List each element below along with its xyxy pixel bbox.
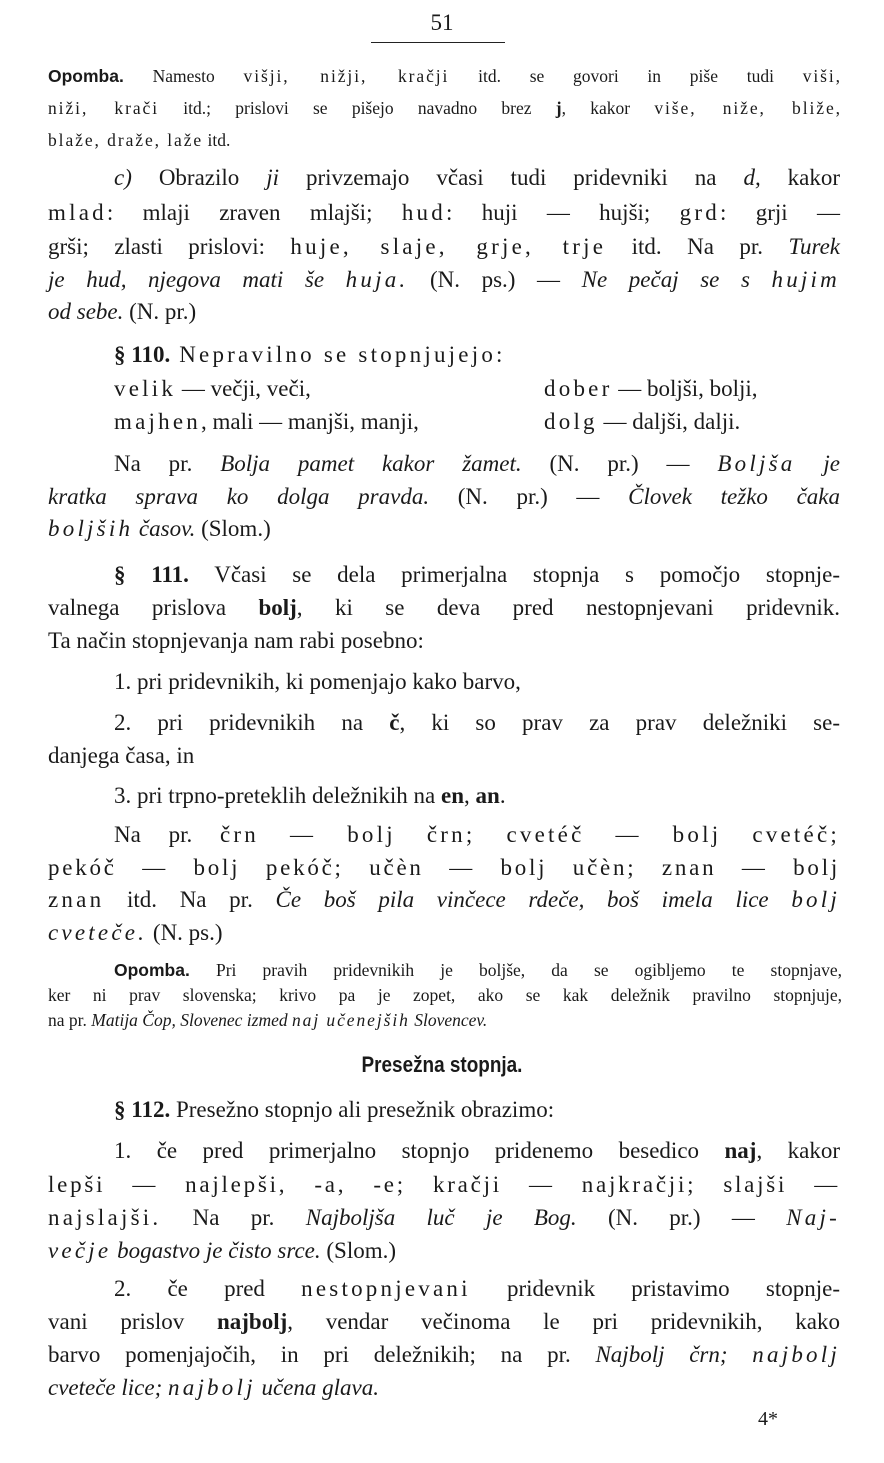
note-line: na pr. Matija Čop, Slovenec izmed naj učenejših Slovencev. xyxy=(48,1010,488,1030)
example-line: najslajši. Na pr. Najboljša luč je Bog. (N. pr.) — Naj- xyxy=(48,1205,840,1230)
text-line: vani prislov najbolj, vendar večinoma le pri pridevnikih, kako xyxy=(48,1309,840,1334)
text-line: od sebe. (N. pr.) xyxy=(48,299,197,324)
text-line: Na pr. Bolja pamet kakor žamet. (N. pr.) — Boljša je xyxy=(114,451,840,476)
example-line: večje bogastvo je čisto srce. (Slom.) xyxy=(48,1238,397,1263)
list-item: 2. če pred nestopnjevani pridevnik pristavimo stopnje- xyxy=(114,1276,840,1301)
irregular-pair: dober — boljši, bolji, xyxy=(544,376,758,401)
text-line: cveteče lice; najbolj učena glava. xyxy=(48,1375,379,1400)
text-line: kratka sprava ko dolga pravda. (N. pr.) — Človek težko čaka xyxy=(48,484,840,509)
list-item: 1. če pred primerjalno stopnjo pridenemo besedico naj, kakor xyxy=(114,1138,840,1163)
note-line: niži, krači itd.; prislovi se pišejo navadno brez j, kakor više, niže, bliže, xyxy=(48,98,842,118)
note-line: ker ni prav slovenska; krivo pa je zopet, ako se kak deležnik pravilno stopnjuje, xyxy=(48,985,842,1005)
list-item: 1. pri pridevnikih, ki pomenjajo kako barvo, xyxy=(114,669,521,694)
text-line: danjega časa, in xyxy=(48,743,195,768)
example-line: znan itd. Na pr. Če boš pila vinčece rdeče, boš imela lice bolj xyxy=(48,887,840,912)
example-line: Na pr. črn — bolj črn; cvetéč — bolj cvetéč; xyxy=(114,822,840,847)
text-line: barvo pomenjajočih, in pri deležnikih; na pr. Najbolj črn; najbolj xyxy=(48,1342,840,1367)
irregular-pair: velik — večji, veči, xyxy=(114,376,311,401)
section-110-heading: § 110. Nepravilno se stopnjujejo: xyxy=(114,342,506,367)
text-line: mlad: mlaji zraven mlajši; hud: huji — hujši; grd: grji — xyxy=(48,200,840,225)
note-line: Opomba. Namesto višji, nižji, kračji itd. se govori in piše tudi viši, xyxy=(48,66,842,86)
section-heading: Presežna stopnja. xyxy=(361,1052,523,1077)
irregular-pair: dolg — daljši, dalji. xyxy=(544,409,741,434)
page-number: 51 xyxy=(430,10,454,35)
section-112-heading: § 112. Presežno stopnjo ali presežnik obrazimo: xyxy=(114,1097,555,1122)
example-line: pekóč — bolj pekóč; učèn — bolj učèn; znan — bolj xyxy=(48,855,840,880)
note-line: blaže, draže, laže itd. xyxy=(48,130,231,150)
text-line: Ta način stopnjevanja nam rabi posebno: xyxy=(48,628,424,653)
header-rule xyxy=(371,42,505,43)
note-line: Opomba. Pri pravih pridevnikih je boljše, da se ogibljemo te stopnjave, xyxy=(114,960,842,980)
list-item: 3. pri trpno-preteklih deležnikih na en, an. xyxy=(114,783,506,808)
example-line: cveteče. (N. ps.) xyxy=(48,920,223,945)
example-line: lepši — najlepši, -a, -e; kračji — najkračji; slajši — xyxy=(48,1172,840,1197)
text-line: c) Obrazilo ji privzemajo včasi tudi pridevniki na d, kakor xyxy=(114,165,840,190)
signature-mark: 4* xyxy=(758,1408,778,1430)
section-111-heading: § 111. Včasi se dela primerjalna stopnja s pomočjo stopnje- xyxy=(114,562,840,587)
text-line: grši; zlasti prislovi: huje, slaje, grje, trje itd. Na pr. Turek xyxy=(48,234,840,259)
text-line: je hud, njegova mati še huja. (N. ps.) — Ne pečaj se s hujim xyxy=(48,267,840,292)
text-line: boljših časov. (Slom.) xyxy=(48,516,271,541)
irregular-pair: majhen, mali — manjši, manji, xyxy=(114,409,419,434)
list-item: 2. pri pridevnikih na č, ki so prav za prav deležniki se- xyxy=(114,710,841,735)
text-line: valnega prislova bolj, ki se deva pred nestopnjevani pridevnik. xyxy=(48,595,840,620)
